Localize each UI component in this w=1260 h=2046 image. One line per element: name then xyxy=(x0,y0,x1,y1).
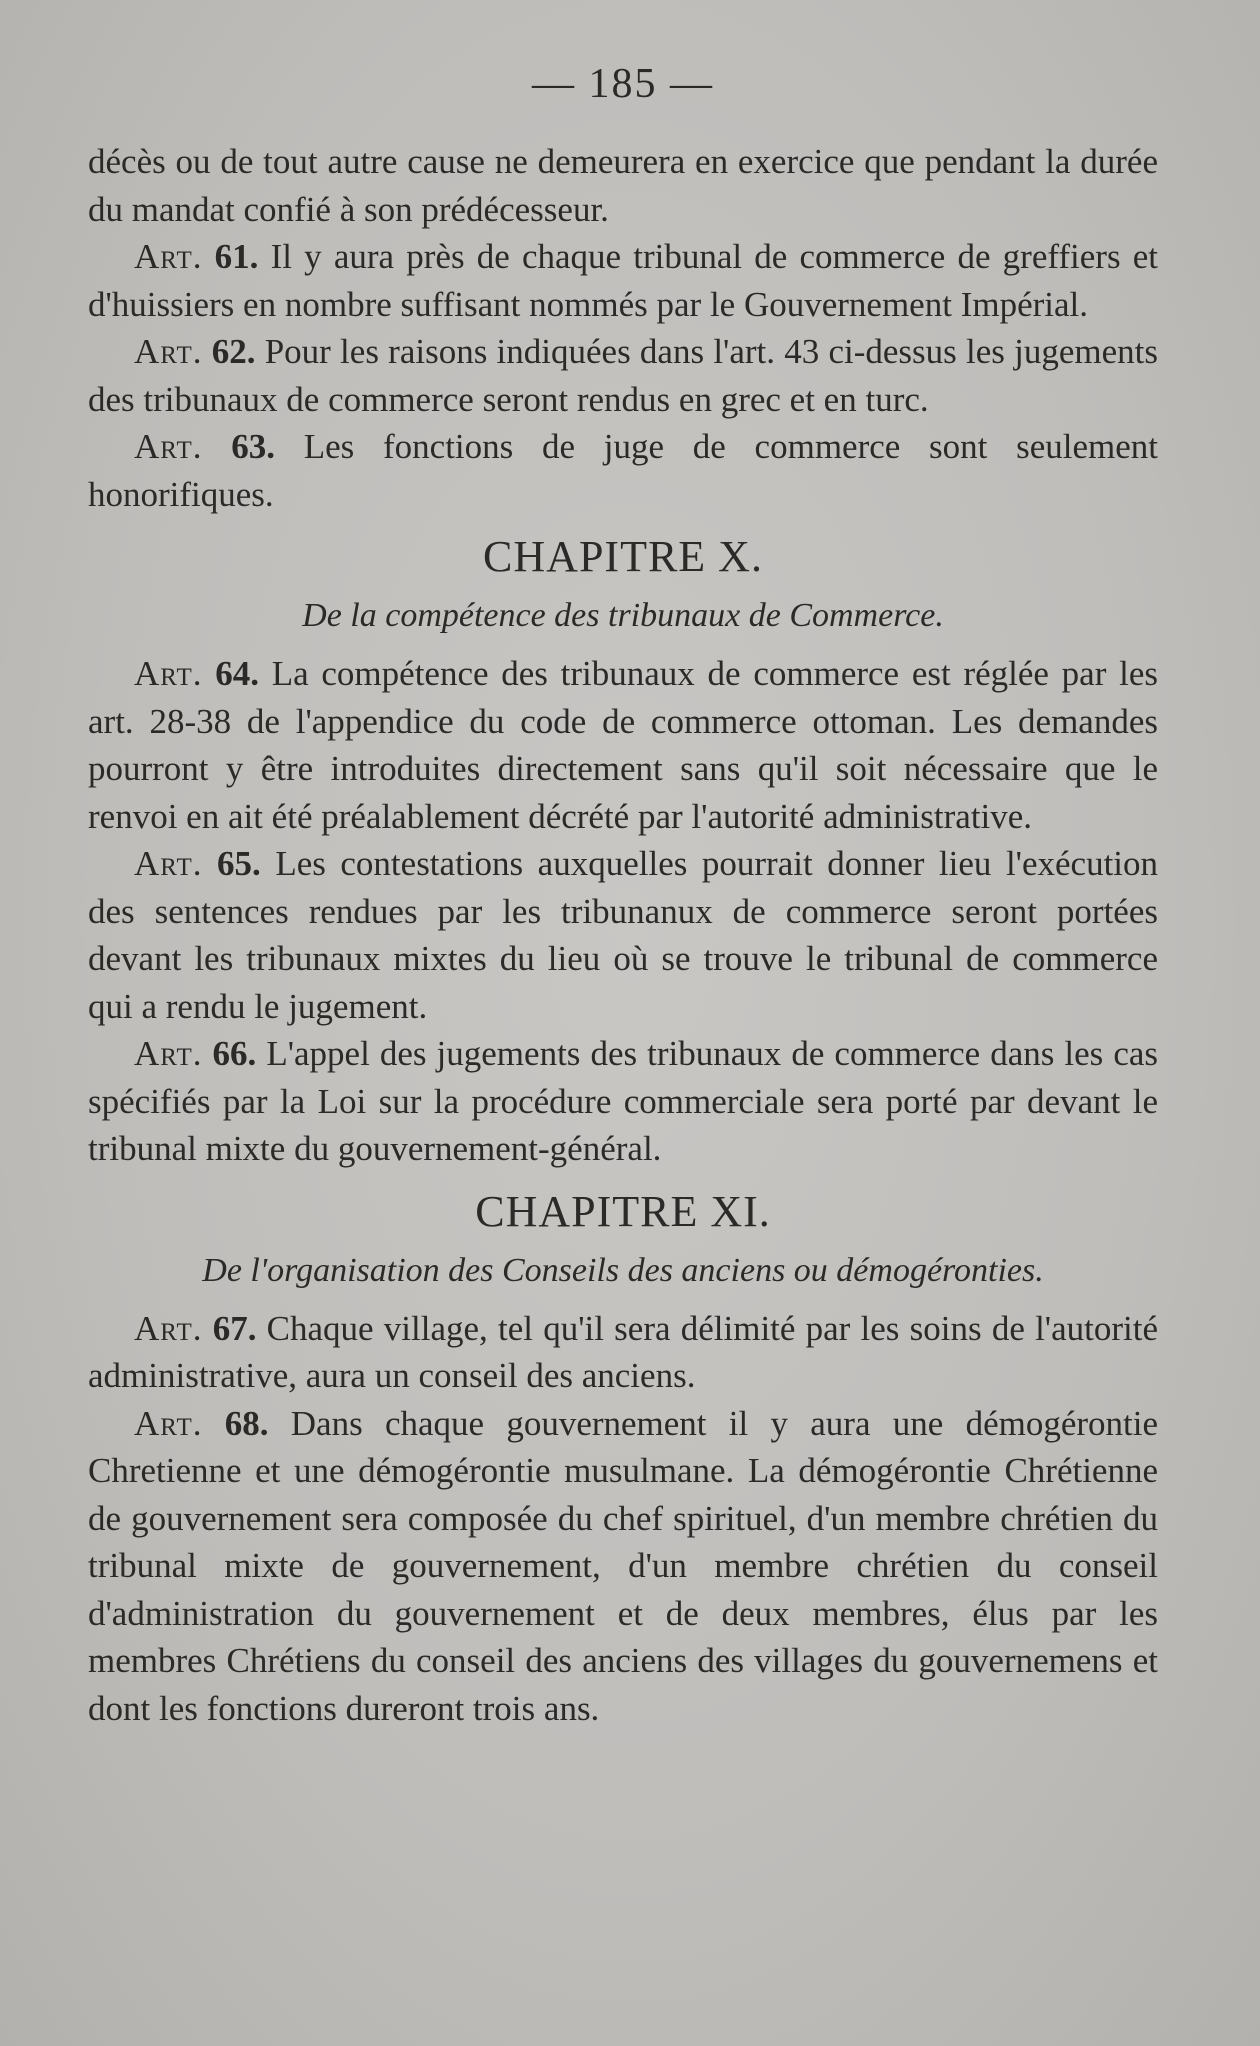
article-label: Art. xyxy=(134,1403,203,1443)
article-67 xyxy=(88,1305,1158,1400)
article-label: Art. xyxy=(134,1308,203,1348)
chapter-11-heading: CHAPITRE XI. xyxy=(475,1186,771,1236)
article-text: Les contestations auxquelles pourrait donner lieu l'exécution des sentences rendues par les tribunanux de commerce seront portées devant les tribunaux mixtes du lieu où se trouve le tribunal de commerce qui a rendu le jugement. xyxy=(88,844,1159,1026)
opening-paragraph: décès ou de tout autre cause ne demeurera en exercice que pendant la durée du mandat confié à son prédécesseur. xyxy=(88,142,1158,229)
article-number: 63. xyxy=(231,427,275,466)
article-text: La compétence des tribunaux de commerce est réglée par les art. 28-38 de l'appendice du code de commerce ottoman. Les demandes pourront y être introduites directement sans qu'il soit nécessaire que le renvoi en ait été préalablement décrété par l'autorité administrative. xyxy=(88,654,1158,836)
article-label: Art. xyxy=(134,237,203,276)
article-text: Dans chaque gouvernement il y aura une démogérontie Chretienne et une démogérontie musulmane. La démogérontie Chrétienne de gouvernement sera composée du chef spirituel, d'un membre chrétien du tribunal mixte de gouvernement, d'un membre chrétien du conseil d'administration du gouvernement et de deux membres, élus par les membres Chrétiens du conseil des anciens des villages du gouvernemens et dont les fonctions dureront trois ans. xyxy=(88,1403,1158,1728)
article-number: 68. xyxy=(224,1403,269,1443)
article-text: Il y aura près de chaque tribunal de commerce de greffiers et d'huissiers en nombre suffisant nommés par le Gouvernement Impérial. xyxy=(88,237,1159,324)
chapter-10-heading: CHAPITRE X. xyxy=(483,532,763,581)
article-number: 66. xyxy=(212,1034,257,1073)
article-64 xyxy=(88,650,1158,840)
article-number: 61. xyxy=(214,237,259,276)
article-63 xyxy=(88,423,1158,518)
chapter-10-subtitle: De la compétence des tribunaux de Commerce. xyxy=(302,597,944,634)
chapter-11-subtitle: De l'organisation des Conseils des anciens ou démogéronties. xyxy=(202,1251,1044,1289)
article-label: Art. xyxy=(134,1034,203,1073)
article-number: 65. xyxy=(217,844,261,883)
article-number: 64. xyxy=(215,654,259,693)
article-label: Art. xyxy=(134,332,203,371)
article-number: 62. xyxy=(211,332,256,371)
article-text: Pour les raisons indiquées dans l'art. 43 ci-dessus les jugements des tribunaux de commerce seront rendus en grec et en turc. xyxy=(88,332,1158,419)
page-number-header: — 185 — xyxy=(532,61,714,107)
article-label: Art. xyxy=(134,427,203,466)
article-68 xyxy=(88,1400,1158,1733)
article-text: Les fonctions de juge de commerce sont seulement honorifiques. xyxy=(88,427,1159,514)
article-65 xyxy=(88,840,1158,1030)
article-number: 67. xyxy=(212,1308,257,1348)
article-label: Art. xyxy=(134,844,203,883)
article-62 xyxy=(88,328,1158,423)
article-66 xyxy=(88,1030,1158,1173)
article-text: Chaque village, tel qu'il sera délimité par les soins de l'autorité administrative, aura un conseil des anciens. xyxy=(88,1308,1158,1395)
article-text: L'appel des jugements des tribunaux de commerce dans les cas spécifiés par la Loi sur la procédure commerciale sera porté par devant le tribunal mixte du gouvernement-général. xyxy=(88,1034,1159,1168)
article-label: Art. xyxy=(134,654,203,693)
article-61 xyxy=(88,233,1158,328)
